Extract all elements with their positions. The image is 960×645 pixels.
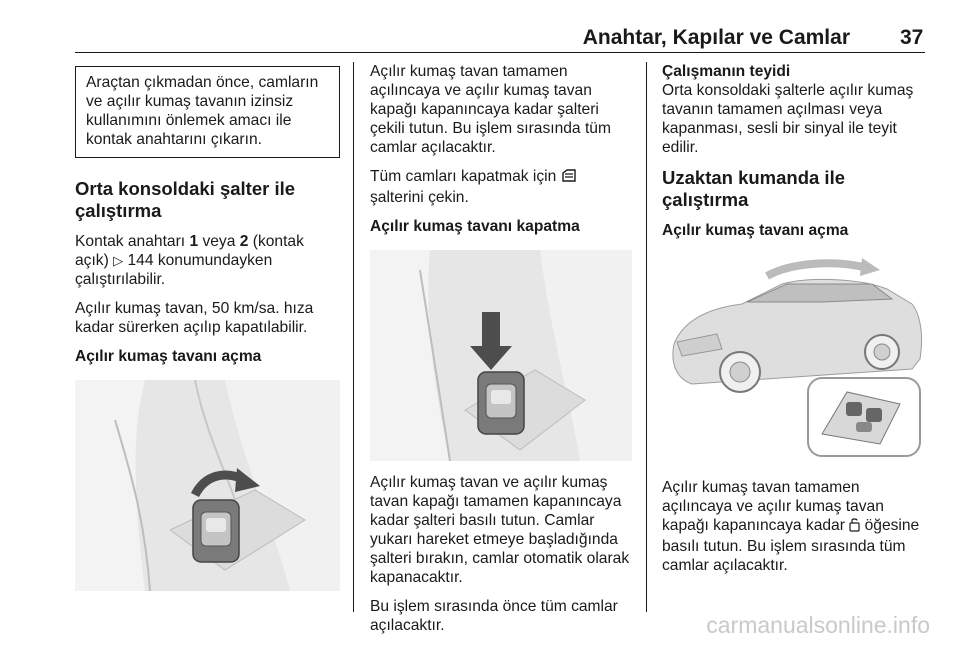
column-divider-1 [353, 62, 354, 612]
subheading-confirmation: Çalışmanın teyidi [662, 63, 791, 80]
paragraph-confirmation: Orta konsoldaki şalterle açılır kumaş tavanın tamamen açılması veya kapanması, sesli bir sinyal ile teyit edilir. [662, 82, 914, 156]
window-switch-icon [561, 169, 577, 188]
section-heading-remote: Uzaktan kumanda ile çalıştırma [662, 167, 846, 210]
column-divider-2 [646, 62, 647, 612]
subheading-open-roof: Açılır kumaş tavanı açma [75, 348, 262, 365]
paragraph-close-instructions: Açılır kumaş tavan ve açılır kumaş tavan kapağı tamamen kapanıncaya kadar şalteri basılı tutun. Camlar yukarı hareket etmeye başladığında şalteri bırakın, camlar otomatik olarak kapanacaktır. [370, 474, 630, 586]
section-heading-console: Orta konsoldaki şalter ile çalıştırma [75, 178, 296, 221]
figure-console-switch-open [75, 380, 340, 591]
page-number: 37 [900, 26, 924, 49]
paragraph-close-note: Bu işlem sırasında önce tüm camlar açılacaktır. [370, 598, 618, 634]
figure-remote-car [662, 254, 927, 466]
column-2 [370, 62, 632, 645]
remote-unlock-icon [849, 517, 860, 537]
paragraph-open-instructions: Açılır kumaş tavan tamamen açılıncaya ve açılır kumaş tavan kapağı kapanıncaya kadar şalteri çekili tutun. Bu işlem sırasında tüm camlar açılacaktır. [370, 63, 611, 156]
paragraph-close-windows: Tüm camları kapatmak için şalterini çekin. [370, 167, 632, 207]
warning-note: Araçtan çıkmadan önce, camların ve açılır kumaş tavanın izinsiz kullanımını önlemek amacı ile kontak anahtarını çıkarın. [75, 66, 340, 158]
watermark: carmanualsonline.info [706, 612, 930, 638]
header-rule [75, 52, 925, 53]
paragraph-speed: Açılır kumaş tavan, 50 km/sa. hıza kadar sürerken açılıp kapatılabilir. [75, 300, 314, 336]
subheading-remote-open: Açılır kumaş tavanı açma [662, 222, 849, 239]
subheading-close-roof: Açılır kumaş tavanı kapatma [370, 218, 580, 235]
paragraph-ignition: Kontak anahtarı 1 veya 2 (kontak açık) ▷ 144 konumundayken çalıştırılabilir. [75, 233, 304, 288]
figure-console-switch-close [370, 250, 632, 461]
column-1 [75, 62, 340, 603]
column-3 [662, 62, 927, 585]
reference-arrow-icon[interactable]: ▷ [113, 253, 124, 268]
page-header-title: Anahtar, Kapılar ve Camlar [582, 26, 850, 49]
paragraph-remote-instructions: Açılır kumaş tavan tamamen açılıncaya ve açılır kumaş tavan kapağı kapanıncaya kadar öğesine basılı tutun. Bu işlem sırasında tüm camlar açılacaktır. [662, 479, 920, 574]
